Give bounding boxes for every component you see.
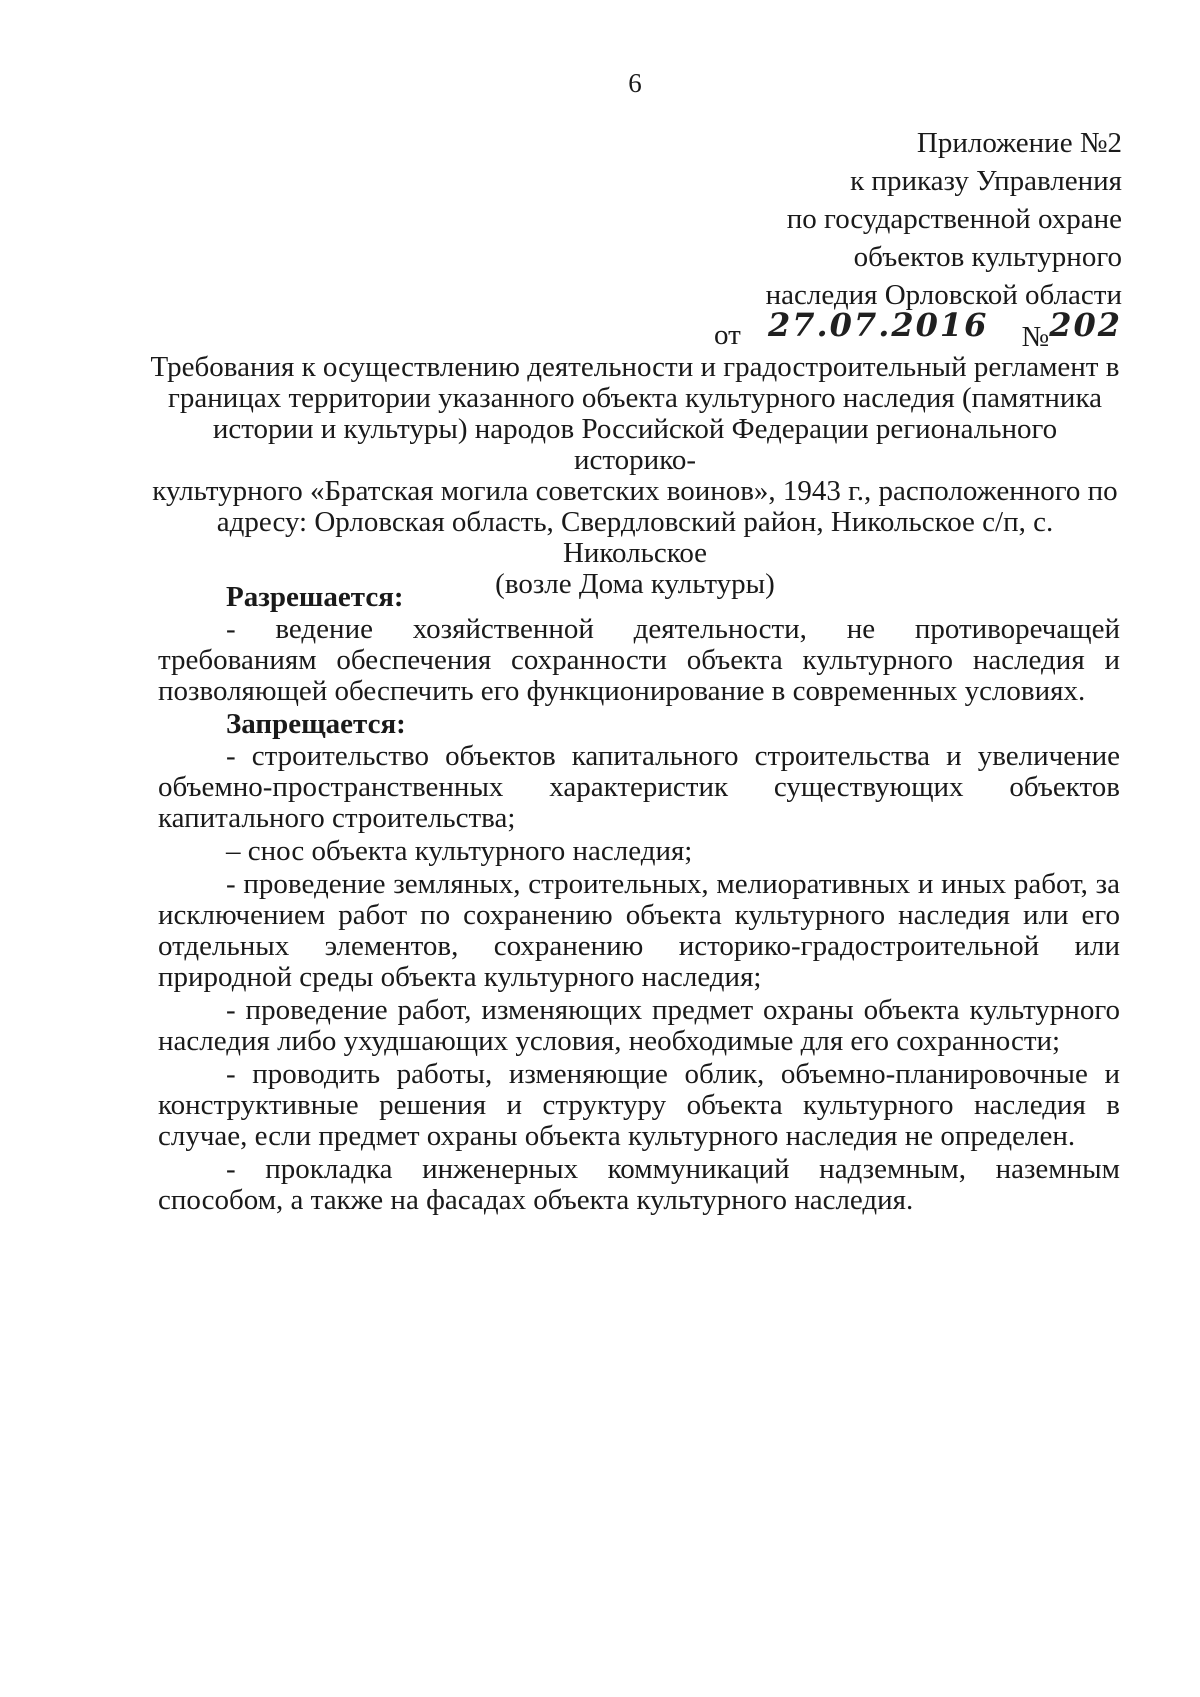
appendix-block [642,124,1122,352]
appendix-line-3: по государственной охране [786,203,1122,235]
appendix-line-1: Приложение №2 [916,127,1122,159]
allowed-heading: Разрешается: [226,581,404,613]
prohibited-item: - строительство объектов капитального строительства и увеличение объемно-пространственных характеристик существующих объектов капитального строительства; [158,740,1120,834]
order-date-line [642,306,1122,353]
document-title: Требования к осуществлению деятельности и градостроительный регламент в границах территории указанного объекта культурного наследия (памятника истории и культуры) народов Российской Федерации регионального историко- культурного «Братская могила советских воинов», 1943 г., расположенного по адресу: Орловская область, Свердловский район, Никольское с/п, с. Никольское (возле Дома культуры) [150,351,1120,600]
prohibited-heading: Запрещается: [226,708,406,740]
order-number-group [1021,306,1122,356]
prohibited-item: - прокладка инженерных коммуникаций надземным, наземным способом, а также на фасадах объекта культурного наследия. [158,1153,1120,1216]
date-prefix: от [714,319,741,351]
prohibited-item: - проведение земляных, строительных, мелиоративных и иных работ, за исключением работ по сохранению объекта культурного наследия или его отдельных элементов, сохранению историко-градостроительной или природной среды объекта культурного наследия; [158,868,1120,993]
prohibited-item: – снос объекта культурного наследия; [226,835,693,867]
prohibited-item: - проведение работ, изменяющих предмет охраны объекта культурного наследия либо ухудшающих условия, необходимые для его сохранности; [158,994,1120,1057]
appendix-line-5: наследия Орловской области [765,279,1122,311]
prohibited-item: - проводить работы, изменяющие облик, объемно-планировочные и конструктивные решения и структуру объекта культурного наследия в случае, если предмет охраны объекта культурного наследия не определен. [158,1058,1120,1152]
handwritten-order-number: 202 [1049,306,1122,344]
page-number: 6 [628,68,642,98]
number-sign: № [1021,321,1050,353]
appendix-line-4: объектов культурного [853,241,1122,273]
allowed-item: - ведение хозяйственной деятельности, не противоречащей требованиям обеспечения сохранности объекта культурного наследия и позволяющей обеспечить его функционирование в современных условиях. [158,613,1120,707]
appendix-line-2: к приказу Управления [850,165,1122,197]
handwritten-date: 27.07.2016 [768,306,989,344]
document-body [158,582,1120,1218]
